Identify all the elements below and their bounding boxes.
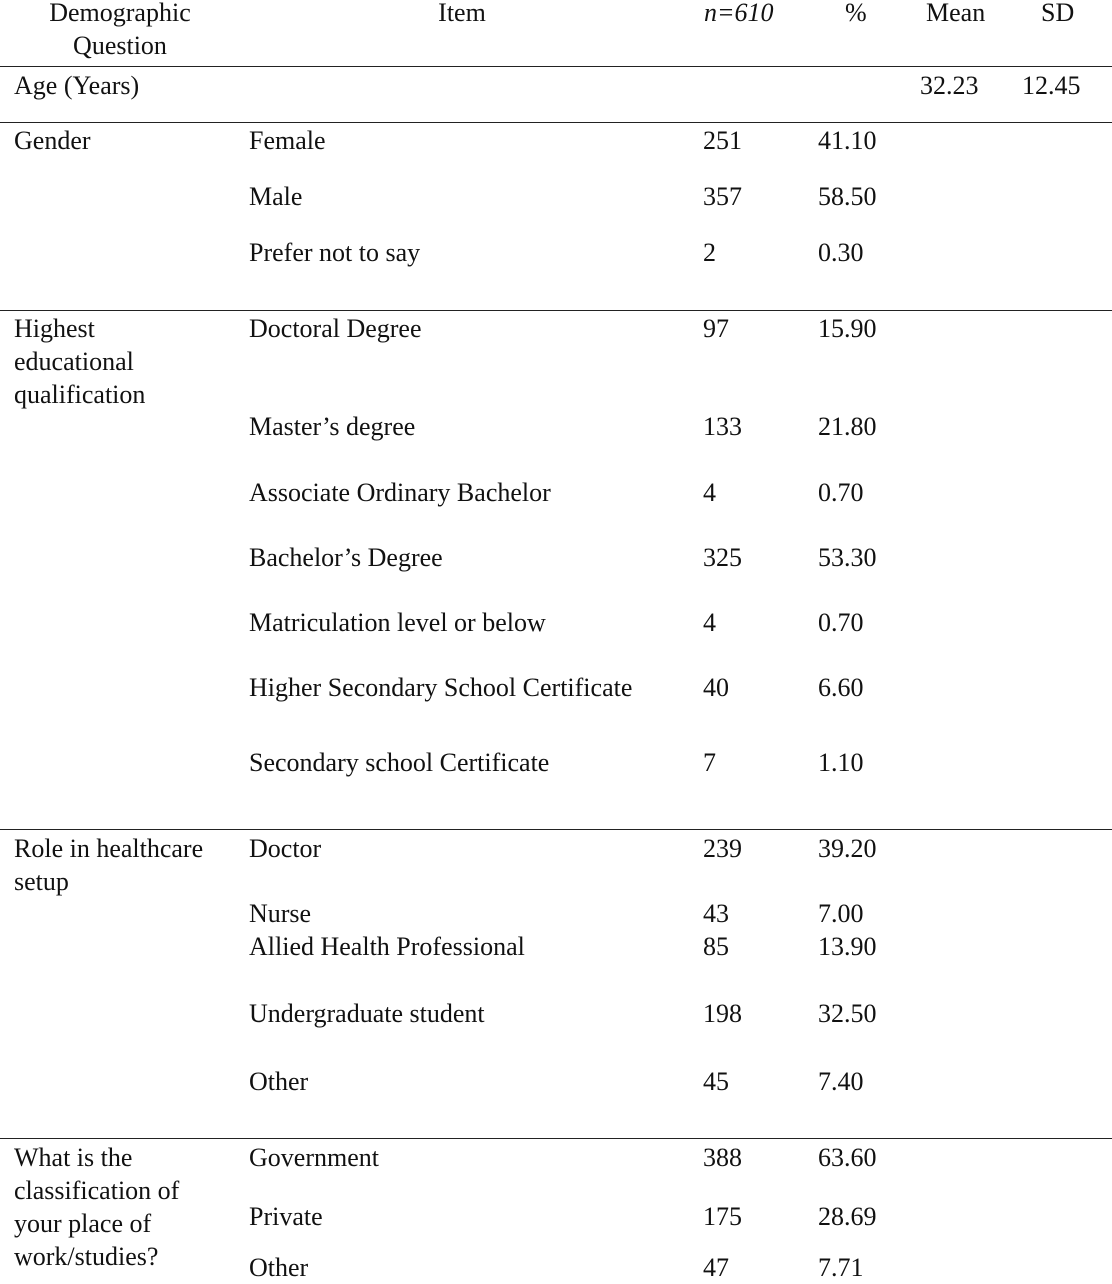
rule-gender <box>0 310 1112 311</box>
header-demographic-question: Demographic Question <box>49 0 191 60</box>
rule-header <box>0 66 1112 67</box>
role-label: Role in healthcare setup <box>14 834 204 896</box>
age-label: Age (Years) <box>14 71 140 100</box>
role-item: Other <box>249 1067 309 1096</box>
workplace-pct: 63.60 <box>818 1143 877 1172</box>
role-pct: 13.90 <box>818 932 877 961</box>
rule-age <box>0 122 1112 123</box>
workplace-pct: 28.69 <box>818 1202 877 1231</box>
education-pct: 6.60 <box>818 673 864 702</box>
workplace-item: Private <box>249 1202 323 1231</box>
gender-n: 251 <box>703 126 742 155</box>
age-mean: 32.23 <box>920 71 979 100</box>
header-n <box>704 0 774 29</box>
gender-n: 2 <box>703 238 716 267</box>
header-item: Item <box>438 0 486 27</box>
education-item: Matriculation level or below <box>249 608 546 637</box>
rule-role <box>0 1138 1112 1139</box>
education-pct: 21.80 <box>818 412 877 441</box>
education-pct: 0.70 <box>818 608 864 637</box>
gender-pct: 41.10 <box>818 126 877 155</box>
workplace-n: 175 <box>703 1202 742 1231</box>
role-item: Allied Health Professional <box>249 932 525 961</box>
workplace-item: Other <box>249 1253 309 1282</box>
education-pct: 1.10 <box>818 748 864 777</box>
education-item: Secondary school Certificate <box>249 748 550 777</box>
education-item: Higher Secondary School Certificate <box>249 673 633 702</box>
workplace-label: What is the classification of your place of work/studies? <box>14 1143 180 1271</box>
education-n: 97 <box>703 314 729 343</box>
education-pct: 53.30 <box>818 543 877 572</box>
role-n: 198 <box>703 999 742 1028</box>
role-n: 43 <box>703 899 729 928</box>
role-pct: 39.20 <box>818 834 877 863</box>
age-sd: 12.45 <box>1022 71 1081 100</box>
gender-label: Gender <box>14 126 91 155</box>
education-item: Master’s degree <box>249 412 416 441</box>
role-item: Doctor <box>249 834 322 863</box>
education-n: 7 <box>703 748 716 777</box>
workplace-pct: 7.71 <box>818 1253 864 1282</box>
role-n: 45 <box>703 1067 729 1096</box>
header-n-text: n=610 <box>704 0 774 27</box>
gender-pct: 0.30 <box>818 238 864 267</box>
rule-education <box>0 829 1112 830</box>
workplace-item: Government <box>249 1143 379 1172</box>
role-n: 239 <box>703 834 742 863</box>
education-n: 4 <box>703 608 716 637</box>
role-item: Undergraduate student <box>249 999 485 1028</box>
role-pct: 32.50 <box>818 999 877 1028</box>
gender-item: Male <box>249 182 303 211</box>
role-item: Nurse <box>249 899 312 928</box>
education-pct: 15.90 <box>818 314 877 343</box>
header-percent: % <box>845 0 867 27</box>
education-n: 133 <box>703 412 742 441</box>
gender-n: 357 <box>703 182 742 211</box>
workplace-n: 388 <box>703 1143 742 1172</box>
education-pct: 0.70 <box>818 478 864 507</box>
education-n: 325 <box>703 543 742 572</box>
education-item: Doctoral Degree <box>249 314 422 343</box>
header-mean: Mean <box>926 0 986 27</box>
gender-item: Female <box>249 126 326 155</box>
role-pct: 7.40 <box>818 1067 864 1096</box>
role-pct: 7.00 <box>818 899 864 928</box>
workplace-n: 47 <box>703 1253 729 1282</box>
gender-pct: 58.50 <box>818 182 877 211</box>
role-n: 85 <box>703 932 729 961</box>
education-item: Associate Ordinary Bachelor <box>249 478 551 507</box>
gender-item: Prefer not to say <box>249 238 421 267</box>
education-label: Highest educational qualification <box>14 314 146 409</box>
header-sd: SD <box>1041 0 1075 27</box>
education-item: Bachelor’s Degree <box>249 543 443 572</box>
education-n: 40 <box>703 673 729 702</box>
education-n: 4 <box>703 478 716 507</box>
